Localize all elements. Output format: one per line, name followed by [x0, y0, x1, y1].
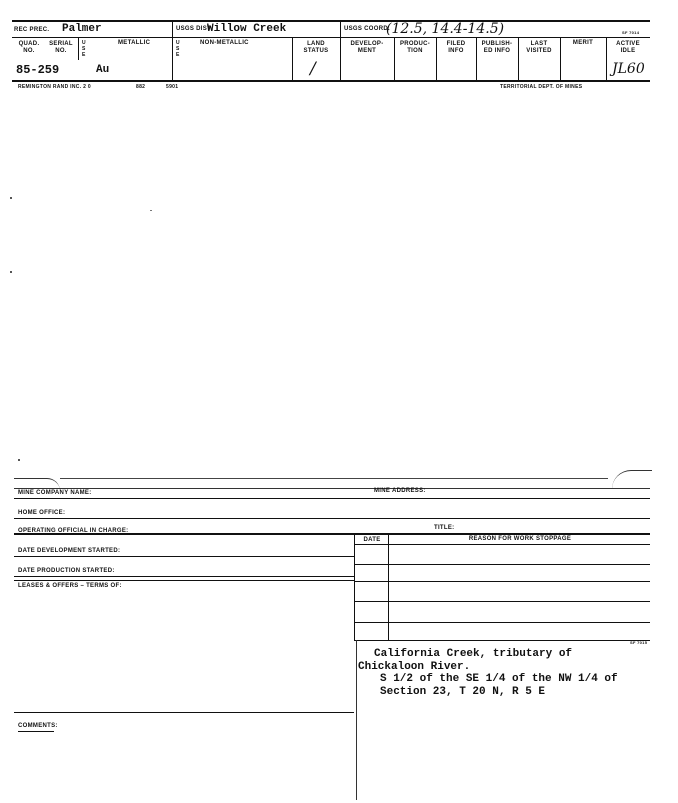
comments-label: COMMENTS:: [18, 723, 58, 729]
home-office-label: HOME OFFICE:: [18, 510, 66, 516]
land-status-mark: /: [310, 59, 316, 79]
rec-prec-label: REC PREC.: [14, 27, 50, 33]
printer-imprint: REMINGTON RAND INC. 2 0: [18, 84, 91, 90]
location-line: S 1/2 of the SE 1/4 of the NW 1/4 of: [380, 673, 618, 685]
lower-card: [0, 470, 678, 803]
form-number-bottom: SF 7015: [630, 640, 648, 645]
date-development-label: DATE DEVELOPMENT STARTED:: [18, 548, 121, 554]
usgs-dist-value: Willow Creek: [207, 23, 287, 35]
date-column-header: DATE: [363, 537, 381, 543]
printer-code-1: 882: [136, 84, 146, 90]
speck: [10, 197, 12, 199]
territorial-dept: TERRITORIAL DEPT. OF MINES: [500, 84, 583, 90]
usgs-coord-value: (12.5, 14.4-14.5): [386, 21, 505, 37]
reason-column-header: REASON FOR WORK STOPPAGE: [468, 536, 572, 542]
leases-offers-label: LEASES & OFFERS – TERMS OF:: [18, 583, 122, 589]
col-land-status: LAND STATUS: [303, 41, 329, 54]
col-merit: MERIT: [572, 40, 594, 46]
form-number-top: SF 7014: [622, 30, 640, 35]
active-idle-value: JL60: [612, 61, 645, 77]
speck: [150, 210, 152, 211]
usgs-dist-label: USGS DIST: [176, 26, 212, 32]
speck: [18, 459, 20, 461]
rec-prec-value: Palmer: [62, 23, 102, 35]
mine-company-name-label: MINE COMPANY NAME:: [18, 490, 92, 496]
quad-serial-value: 85-259: [16, 63, 60, 77]
title-label: TITLE:: [434, 525, 455, 531]
usgs-coord-label: USGS COORD.: [344, 26, 390, 32]
mine-address-label: MINE ADDRESS:: [374, 488, 426, 494]
location-line: Chickaloon River.: [358, 661, 471, 673]
col-development: DEVELOP-MENT: [350, 41, 384, 54]
col-last-visited: LAST VISITED: [526, 41, 552, 54]
col-metallic: METALLIC: [118, 40, 151, 46]
location-line: California Creek, tributary of: [374, 648, 573, 660]
col-non-metallic: NON-METALLIC: [200, 40, 249, 46]
col-quad-no: QUAD. NO.: [18, 41, 40, 54]
date-production-label: DATE PRODUCTION STARTED:: [18, 568, 115, 574]
col-active-idle: ACTIVE IDLE: [616, 41, 640, 54]
operating-official-label: OPERATING OFFICIAL IN CHARGE:: [18, 528, 129, 534]
col-use-nonmetallic: U S E: [176, 40, 180, 58]
printer-code-2: 5901: [166, 84, 179, 90]
col-serial-no: SERIAL NO.: [49, 41, 73, 54]
location-line: Section 23, T 20 N, R 5 E: [380, 686, 546, 698]
metallic-value: Au: [96, 64, 110, 76]
header-card: [0, 0, 678, 110]
col-production: PRODUC-TION: [399, 41, 431, 54]
speck: [10, 271, 12, 273]
col-use-metallic: U S E: [82, 40, 86, 58]
col-filed-info: FILED INFO: [446, 41, 466, 54]
col-published-info: PUBLISH-ED INFO: [481, 41, 513, 54]
